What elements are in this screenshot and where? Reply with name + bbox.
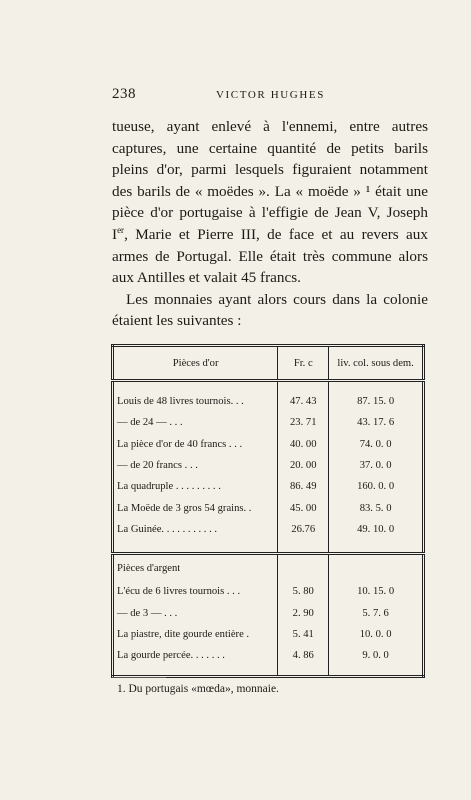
value-livres: 87. 15. 0 (329, 391, 424, 412)
gold-section (113, 381, 424, 554)
coin-name: — de 20 francs . . . (117, 460, 198, 472)
value-francs: 5. 41 (278, 624, 329, 645)
running-head: VICTOR HUGHES (216, 89, 325, 101)
value-livres: 49. 10. 0 (329, 519, 424, 540)
page-header (112, 86, 428, 106)
spacer-cell (278, 666, 329, 677)
value-francs: 20. 00 (278, 455, 329, 476)
spacer-cell (278, 554, 329, 582)
value-livres: 83. 5. 0 (329, 497, 424, 518)
table-spacer (113, 381, 424, 392)
header-livres: liv. col. sous dem. (329, 346, 424, 381)
spacer-cell (329, 666, 424, 677)
body-text (112, 116, 428, 332)
value-francs: 86. 49 (278, 476, 329, 497)
table-row (113, 602, 424, 623)
value-livres: 5. 7. 6 (329, 602, 424, 623)
footnote: 1. Du portugais «mœda», monnaie. (117, 683, 279, 695)
spacer-cell (113, 540, 278, 554)
value-livres: 10. 0. 0 (329, 624, 424, 645)
coin-name: La Moëde de 3 gros 54 grains. . (117, 502, 252, 514)
coin-name: La piastre, dite gourde entière . (117, 628, 250, 640)
value-livres: 37. 0. 0 (329, 455, 424, 476)
coin-table (111, 344, 425, 678)
spacer-cell (329, 540, 424, 554)
page-number: 238 (112, 86, 136, 102)
paragraph-1 (112, 116, 428, 289)
coin-name: L'écu de 6 livres tournois . . . (117, 586, 241, 598)
spacer-cell (278, 381, 329, 392)
value-francs: 23. 71 (278, 412, 329, 433)
table-spacer (113, 540, 424, 554)
header-francs: Fr. c (278, 346, 329, 381)
silver-heading: Pièces d'argent (117, 562, 181, 574)
table-row (113, 455, 424, 476)
table-row (113, 645, 424, 666)
footnote-rule (112, 677, 166, 678)
table-row (113, 519, 424, 540)
value-francs: 4. 86 (278, 645, 329, 666)
table-row (113, 497, 424, 518)
coin-name: La pièce d'or de 40 francs . . . (117, 438, 243, 450)
value-livres: 43. 17. 6 (329, 412, 424, 433)
silver-heading-row (113, 554, 424, 582)
value-francs: 2. 90 (278, 602, 329, 623)
spacer-cell (113, 666, 278, 677)
spacer-cell (329, 381, 424, 392)
value-francs: 45. 00 (278, 497, 329, 518)
header-coin: Pièces d'or (113, 346, 278, 381)
coin-name: La Guinée. . . . . . . . . . . (117, 523, 218, 535)
table-row (113, 581, 424, 602)
coin-name: La quadruple . . . . . . . . . (117, 481, 221, 493)
value-francs: 5. 80 (278, 581, 329, 602)
paragraph-2: Les monnaies ayant alors cours dans la colonie étaient les suivantes : (112, 290, 428, 330)
value-livres: 160. 0. 0 (329, 476, 424, 497)
silver-section (113, 554, 424, 677)
coin-name: — de 24 — . . . (117, 417, 183, 429)
paragraph-1-end: , Marie et Pierre III, de face et au revers aux armes de Portugal. Elle était très commune alors aux Antilles et valait 45 francs. (112, 225, 428, 287)
table-row (113, 476, 424, 497)
table-row (113, 434, 424, 455)
value-livres: 74. 0. 0 (329, 434, 424, 455)
spacer-cell (278, 540, 329, 554)
value-francs: 47. 43 (278, 391, 329, 412)
value-livres: 10. 15. 0 (329, 581, 424, 602)
table-row (113, 412, 424, 433)
coin-name: — de 3 — . . . (117, 607, 178, 619)
spacer-cell (113, 381, 278, 392)
coin-name: Louis de 48 livres tournois. . . (117, 396, 244, 408)
coin-name: La gourde percée. . . . . . . (117, 650, 225, 662)
paragraph-1-text: tueuse, ayant enlevé à l'ennemi, entre autres captures, une certaine quantité de petits barils pleins d'or, parmi lesquels figuraient notamment des barils de « moëdes ». La « moëde » ¹ était une pièce d'or portugaise à l'effigie de Jean V, Joseph I (112, 118, 428, 243)
table-row (113, 624, 424, 645)
table-spacer (113, 666, 424, 677)
value-francs: 26.76 (278, 519, 329, 540)
paragraph-1-superscript: er (117, 224, 125, 235)
spacer-cell (329, 554, 424, 582)
value-francs: 40. 00 (278, 434, 329, 455)
table-header-row (113, 346, 424, 381)
value-livres: 9. 0. 0 (329, 645, 424, 666)
table-row (113, 391, 424, 412)
